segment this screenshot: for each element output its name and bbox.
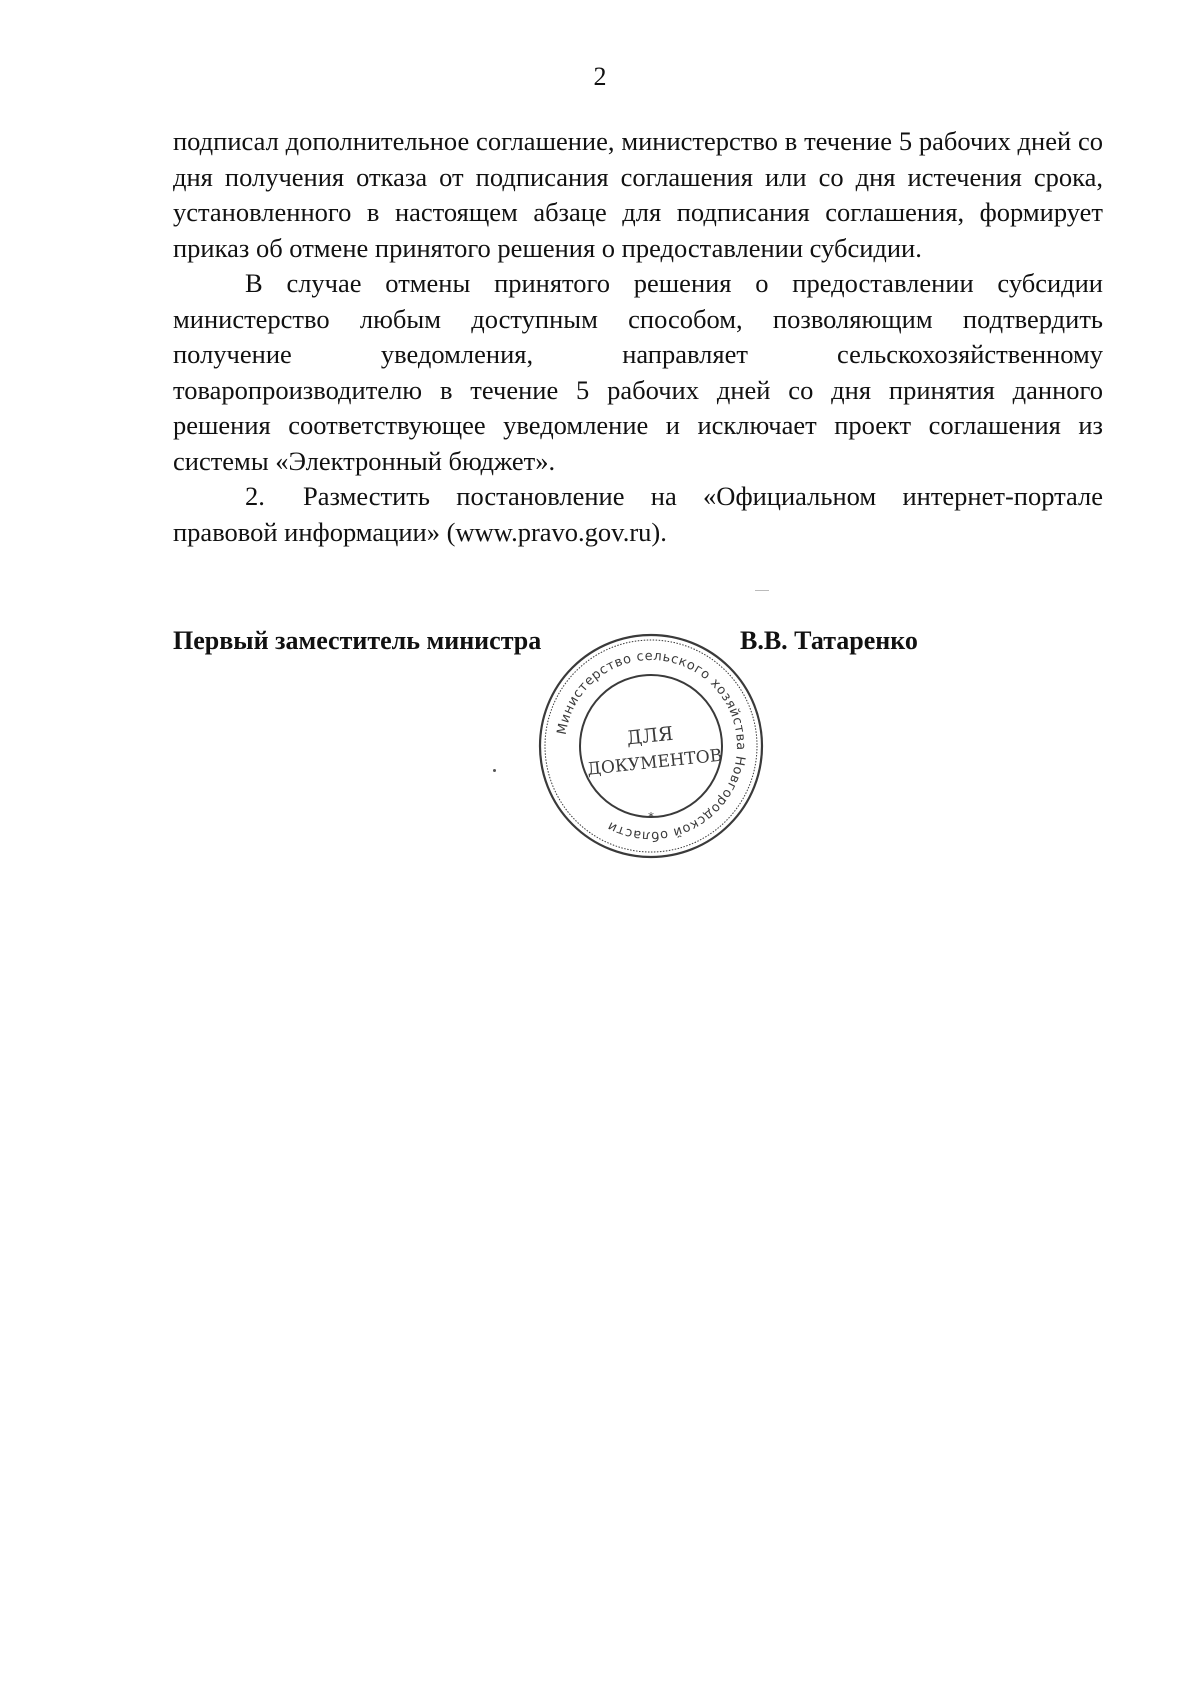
svg-text:*: * xyxy=(648,810,654,824)
official-seal xyxy=(535,630,767,862)
item-number: 2. xyxy=(245,481,265,511)
signatory-name: В.В. Татаренко xyxy=(740,626,918,655)
seal-center-line2: ДОКУМЕНТОВ xyxy=(586,745,724,780)
page-number: 2 xyxy=(593,62,607,91)
signatory-title: Первый заместитель министра xyxy=(173,626,542,655)
paragraph-continuation: подписал дополнительное соглашение, министерство в течение 5 рабочих дней со дня получения отказа от подписания соглашения или со дня истечения срока, установленного в настоящем абзаце для подписания соглашения, формирует приказ об отмене принятого решения о предоставлении субсидии. xyxy=(173,126,1103,263)
seal-center-line1: ДЛЯ xyxy=(625,722,675,750)
document-body xyxy=(173,124,1103,550)
item-text: Разместить постановление на «Официальном интернет-портале правовой информации» (www.pravo.gov.ru). xyxy=(173,481,1103,547)
scan-artifact xyxy=(755,590,769,591)
seal-ring-text: Министерство сельского хозяйства Новгородской области xyxy=(554,648,749,844)
paragraph-item-2 xyxy=(173,479,1103,550)
scan-speck xyxy=(493,769,496,772)
paragraph-cancellation-notice: В случае отмены принятого решения о предоставлении субсидии министерство любым доступным способом, позволяющим подтвердить получение уведомления, направляет сельскохозяйственному товаропроизводителю в течение 5 рабочих дней со дня принятия данного решения соответствующее уведомление и исключает проект соглашения из системы «Электронный бюджет». xyxy=(173,268,1103,476)
